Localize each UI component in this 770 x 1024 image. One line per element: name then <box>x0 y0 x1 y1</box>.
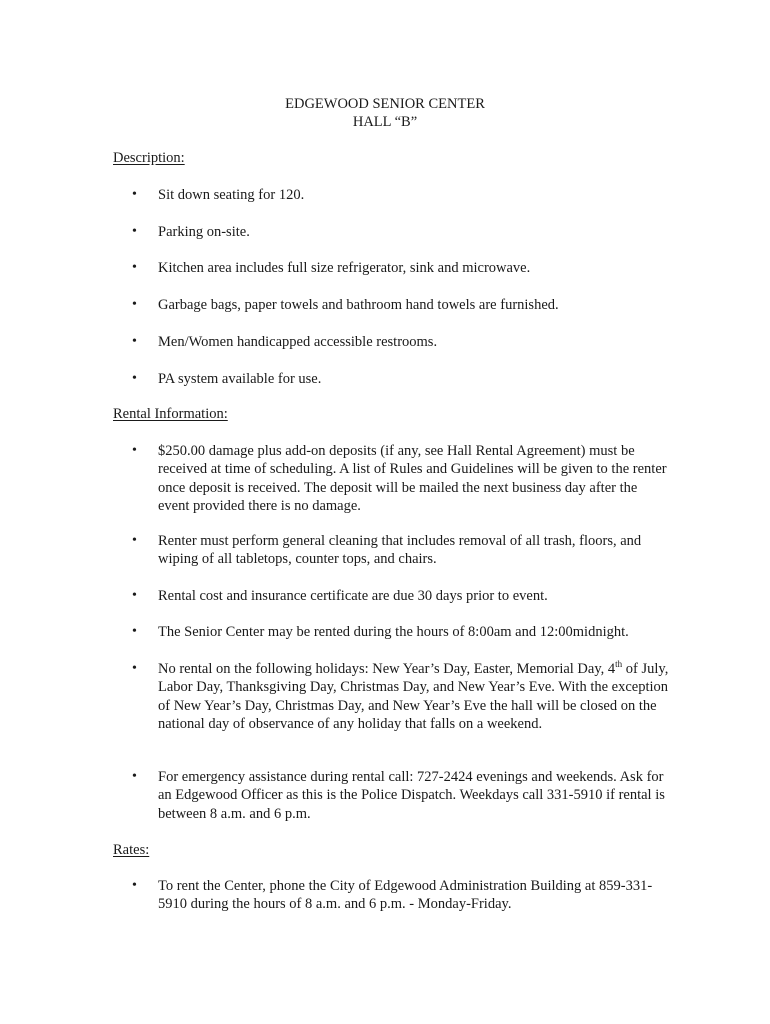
document-subtitle: HALL “B” <box>352 114 418 130</box>
bullet-icon: • <box>132 661 137 676</box>
document-title: EDGEWOOD SENIOR CENTER <box>285 96 485 112</box>
bullet-icon: • <box>132 334 137 349</box>
list-item <box>132 442 670 515</box>
list-item <box>132 768 670 823</box>
list-item-text: For emergency assistance during rental call: 727-2424 evenings and weekends. Ask for an Edgewood Officer as this is the Police Dispatch. Weekdays call 331-5910 if rental is between 8 a.m. and 6 p.m. <box>158 769 665 822</box>
list-item-text: Sit down seating for 120. <box>158 187 305 203</box>
bullet-icon: • <box>132 588 137 603</box>
holiday-item-text <box>158 660 670 733</box>
list-item <box>132 659 670 733</box>
bullet-icon: • <box>132 878 137 893</box>
list-item <box>132 333 670 351</box>
list-item-text: Kitchen area includes full size refrigerator, sink and microwave. <box>158 260 531 276</box>
list-item-text: Parking on-site. <box>158 224 250 240</box>
bullet-icon: • <box>132 224 137 239</box>
bullet-icon: • <box>132 260 137 275</box>
title-block <box>0 95 770 131</box>
list-item <box>132 186 670 204</box>
list-item <box>132 532 670 569</box>
bullet-icon: • <box>132 624 137 639</box>
list-item <box>132 223 670 241</box>
bullet-icon: • <box>132 533 137 548</box>
bullet-icon: • <box>132 769 137 784</box>
bullet-icon: • <box>132 297 137 312</box>
list-item-text: PA system available for use. <box>158 371 322 387</box>
bullet-icon: • <box>132 371 137 386</box>
holiday-text-start: No rental on the following holidays: New Year’s Day, Easter, Memorial Day, 4 <box>158 661 616 677</box>
description-heading: Description: <box>113 150 185 166</box>
bullet-icon: • <box>132 187 137 202</box>
list-item-text: Garbage bags, paper towels and bathroom hand towels are furnished. <box>158 297 559 313</box>
holiday-text-end: of July, Labor Day, Thanksgiving Day, Christmas Day, and New Year’s Eve. With the exception of New Year’s Day, Christmas Day, and New Year’s Eve the hall will be closed on the national day of observance of any holiday that falls on a weekend. <box>158 661 669 732</box>
list-item-text: $250.00 damage plus add-on deposits (if any, see Hall Rental Agreement) must be received at time of scheduling. A list of Rules and Guidelines will be given to the renter once deposit is received. The deposit will be mailed the next business day after the event provided there is no damage. <box>158 443 667 514</box>
list-item-text: Renter must perform general cleaning that includes removal of all trash, floors, and wiping of all tabletops, counter tops, and chairs. <box>158 533 642 568</box>
ordinal-suffix: th <box>615 659 623 670</box>
bullet-icon: • <box>132 443 137 458</box>
list-item-text: Men/Women handicapped accessible restrooms. <box>158 334 438 350</box>
list-item <box>132 587 670 605</box>
list-item-text: Rental cost and insurance certificate are due 30 days prior to event. <box>158 588 548 604</box>
list-item-text: To rent the Center, phone the City of Edgewood Administration Building at 859-331-5910 during the hours of 8 a.m. and 6 p.m. - Monday-Friday. <box>158 878 653 913</box>
list-item-text: The Senior Center may be rented during the hours of 8:00am and 12:00midnight. <box>158 624 629 640</box>
list-item <box>132 370 670 388</box>
rates-heading: Rates: <box>113 842 150 858</box>
rental-heading: Rental Information: <box>113 406 228 422</box>
list-item <box>132 623 670 641</box>
list-item <box>132 877 670 914</box>
list-item <box>132 296 670 314</box>
list-item <box>132 259 670 277</box>
